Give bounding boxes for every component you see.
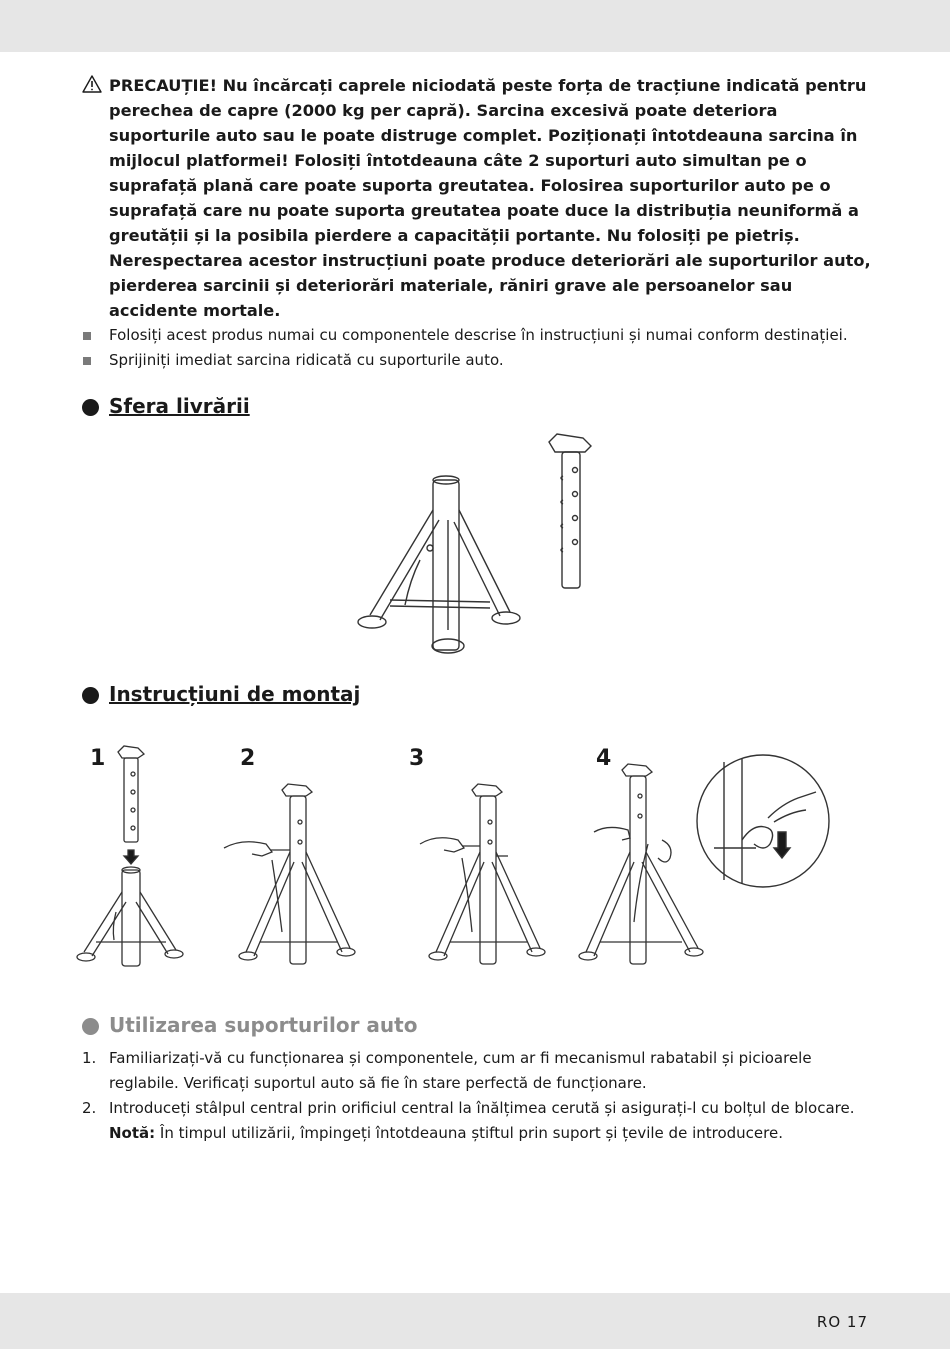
lock-pin-detail-illustration	[694, 752, 832, 890]
note-text: În timpul utilizării, împingeți întotdeauna știftul prin suport și țevile de introducere.	[155, 1124, 783, 1142]
header-band	[0, 0, 950, 52]
page-number: RO 17	[816, 1313, 868, 1331]
bullet-dot-icon	[82, 399, 99, 416]
center-post-illustration	[545, 432, 595, 592]
bullet-dot-icon	[82, 687, 99, 704]
bullet-dot-icon	[82, 1018, 99, 1035]
warning-block	[82, 73, 882, 323]
square-bullet-icon	[83, 332, 91, 340]
warning-text: PRECAUȚIE! Nu încărcați caprele niciodată peste forța de tracțiune indicată pentru perechea de capre (2000 kg per capră). Sarcina excesivă poate deteriora suporturile auto sau le poate distruge complet. Poziționați întotdeauna sarcina în mijlocul platformei! Folosiți întotdeauna câte 2 suporturi auto simultan pe o suprafață plană care poate suporta greutatea. Folosirea suporturilor auto pe o suprafață care nu poate suporta greutatea poate duce la distribuția neuniformă a greutății și la posibila pierdere a capacității portante. Nu folosiți pe pietriș. Nerespectarea acestor instrucțiuni poate produce deteriorări ale suporturilor auto, pierderea sarcinii și deteriorări materiale, răniri grave ale persoanelor sau accidente mortale.	[109, 76, 871, 320]
list-item: 1. Familiarizați-vă cu funcționarea și componentele, cum ar fi mecanismul rabatabil și picioarele reglabile. Verificați suportul auto să fie în stare perfectă de funcționare.	[82, 1049, 812, 1092]
assembly-step-number: 3	[409, 746, 425, 771]
precaution-list	[82, 323, 882, 373]
list-item: 2. Introduceți stâlpul central prin orificiul central la înălțimea cerută și asigurați-l cu bolțul de blocare. Notă: În timpul utilizării, împingeți întotdeauna știftul prin suport și țevile de introducere.	[82, 1099, 855, 1142]
step-3-illustration	[418, 782, 558, 974]
note-label: Notă:	[109, 1124, 156, 1142]
assembly-step-number: 1	[90, 746, 106, 771]
footer-band	[0, 1293, 950, 1349]
step-1-illustration	[76, 742, 186, 974]
jack-stand-parts-illustration	[350, 430, 540, 660]
warning-triangle-icon	[82, 75, 102, 93]
jack-stand-base-drawing	[358, 476, 520, 653]
usage-steps-list	[82, 1046, 882, 1146]
assembly-step-number: 2	[240, 746, 256, 771]
step-2-illustration	[222, 782, 362, 974]
square-bullet-icon	[83, 357, 91, 365]
assembly-step-number: 4	[596, 746, 612, 771]
list-item: Sprijiniți imediat sarcina ridicată cu suporturile auto.	[82, 348, 882, 373]
list-item: Folosiți acest produs numai cu componentele descrise în instrucțiuni și numai conform destinației.	[82, 323, 882, 348]
